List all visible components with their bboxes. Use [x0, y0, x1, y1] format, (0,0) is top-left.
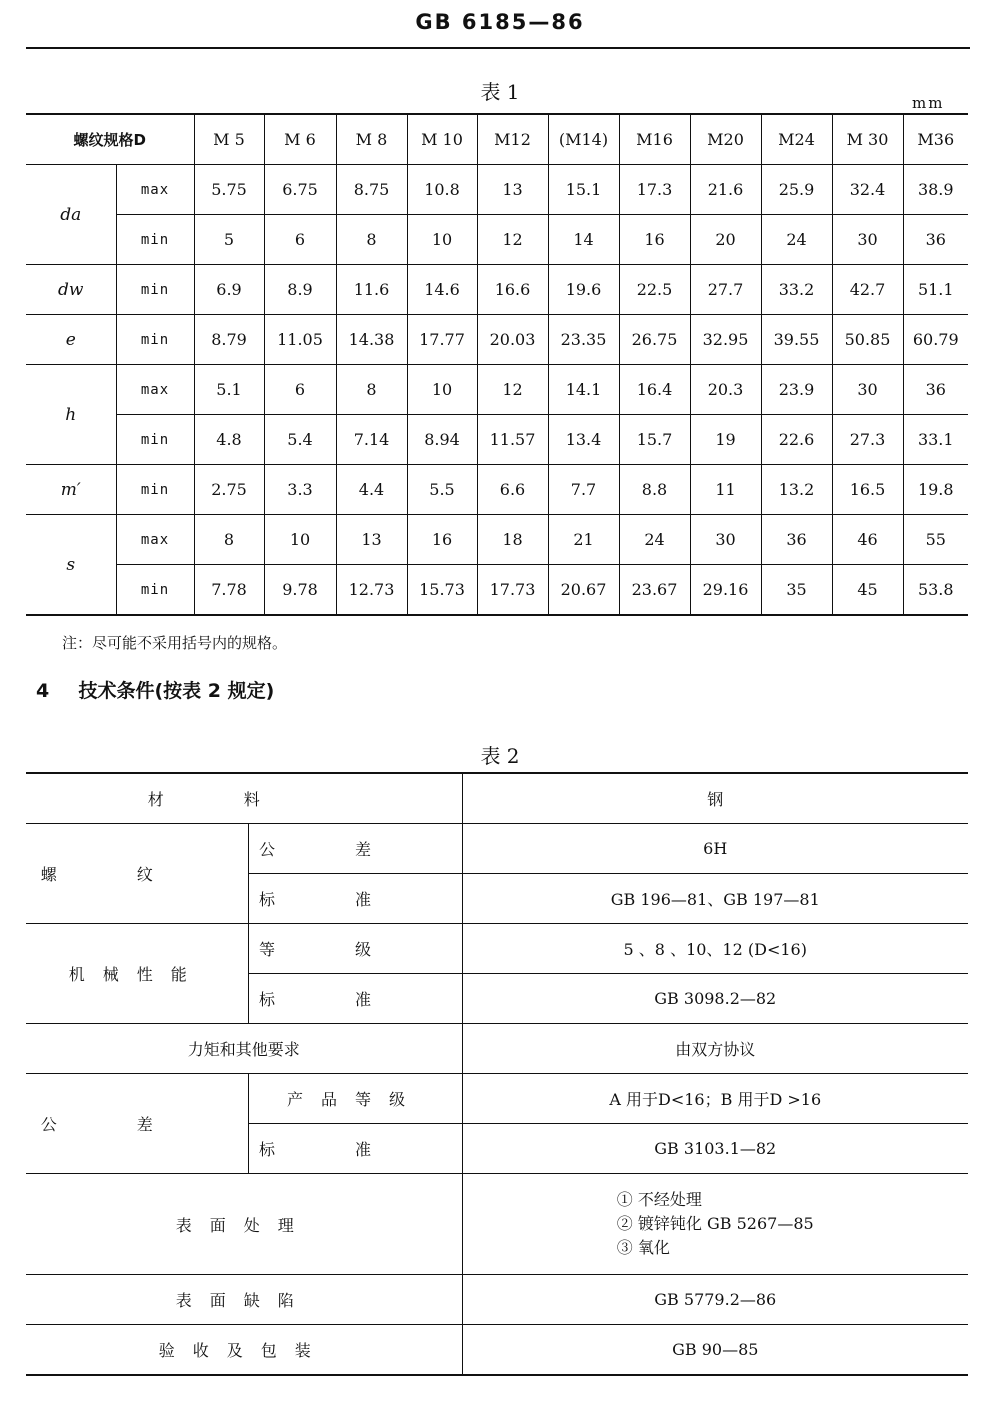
param-label: s [26, 515, 116, 616]
table1-cell: 15.1 [548, 165, 619, 215]
limit-label: min [116, 265, 194, 315]
table1-cell: 15.7 [619, 415, 690, 465]
table1-row [26, 365, 968, 415]
tol-grade-value: A 用于D<16；B 用于D >16 [462, 1074, 968, 1124]
table1-row [26, 215, 968, 265]
table1-cell: 60.79 [903, 315, 968, 365]
limit-label: max [116, 165, 194, 215]
mech-standard-value: GB 3098.2—82 [462, 974, 968, 1024]
param-label: dw [26, 265, 116, 315]
table1-cell: 22.5 [619, 265, 690, 315]
table1-cell: 36 [761, 515, 832, 565]
mech-standard-label: 标准 [248, 974, 462, 1024]
table1-cell: 14.1 [548, 365, 619, 415]
table1 [26, 113, 968, 616]
table1-cell: 5.4 [264, 415, 336, 465]
table1-cell: 38.9 [903, 165, 968, 215]
limit-label: min [116, 565, 194, 616]
thread-label: 螺纹 [26, 824, 248, 924]
table1-cell: 5.5 [407, 465, 477, 515]
table1-cell: 10 [264, 515, 336, 565]
param-label: m′ [26, 465, 116, 515]
spec-header: M12 [477, 114, 548, 165]
table1-cell: 20 [690, 215, 761, 265]
surface-value [462, 1174, 968, 1275]
table1-cell: 8.94 [407, 415, 477, 465]
table1-cell: 17.73 [477, 565, 548, 616]
table1-cell: 10.8 [407, 165, 477, 215]
table1-row [26, 415, 968, 465]
table1-row [26, 165, 968, 215]
spec-header: M 6 [264, 114, 336, 165]
table1-cell: 33.2 [761, 265, 832, 315]
table1-cell: 55 [903, 515, 968, 565]
document-header: GB 6185—86 [415, 10, 585, 34]
accept-value: GB 90—85 [462, 1325, 968, 1376]
table1-cell: 53.8 [903, 565, 968, 616]
table1-cell: 11 [690, 465, 761, 515]
table1-cell: 27.7 [690, 265, 761, 315]
table1-cell: 13.4 [548, 415, 619, 465]
surface-item: ② 镀锌钝化 GB 5267—85 [616, 1214, 814, 1233]
table1-cell: 13 [477, 165, 548, 215]
table1-cell: 7.7 [548, 465, 619, 515]
spec-header: M20 [690, 114, 761, 165]
table1-cell: 25.9 [761, 165, 832, 215]
table2-row-mech-grade [26, 924, 968, 974]
table1-cell: 6 [264, 215, 336, 265]
table1-cell: 4.8 [194, 415, 264, 465]
table2-row-surface [26, 1174, 968, 1275]
table1-cell: 50.85 [832, 315, 903, 365]
surface-item: ③ 氧化 [616, 1238, 670, 1257]
table1-cell: 13.2 [761, 465, 832, 515]
table1-cell: 29.16 [690, 565, 761, 616]
tol-standard-value: GB 3103.1—82 [462, 1124, 968, 1174]
table1-cell: 39.55 [761, 315, 832, 365]
spec-header: M 10 [407, 114, 477, 165]
surface-item: ① 不经处理 [616, 1190, 702, 1209]
limit-label: max [116, 365, 194, 415]
table2-row-tol-grade [26, 1074, 968, 1124]
table1-cell: 22.6 [761, 415, 832, 465]
table1-cell: 9.78 [264, 565, 336, 616]
table1-header-row [26, 114, 968, 165]
limit-label: max [116, 515, 194, 565]
mech-grade-label: 等级 [248, 924, 462, 974]
spec-header: M 8 [336, 114, 407, 165]
table1-cell: 19 [690, 415, 761, 465]
table1-cell: 51.1 [903, 265, 968, 315]
table1-cell: 5.1 [194, 365, 264, 415]
table1-cell: 8 [194, 515, 264, 565]
table2-row-material [26, 773, 968, 824]
table1-cell: 45 [832, 565, 903, 616]
table1-cell: 36 [903, 215, 968, 265]
table1-cell: 19.6 [548, 265, 619, 315]
table1-cell: 36 [903, 365, 968, 415]
table1-row [26, 265, 968, 315]
table1-cell: 8.75 [336, 165, 407, 215]
table1-cell: 6.9 [194, 265, 264, 315]
table1-cell: 12 [477, 365, 548, 415]
spec-header: M 5 [194, 114, 264, 165]
table1-cell: 12.73 [336, 565, 407, 616]
table1-cell: 21 [548, 515, 619, 565]
table1-cell: 11.6 [336, 265, 407, 315]
table1-cell: 42.7 [832, 265, 903, 315]
table1-cell: 6 [264, 365, 336, 415]
table1-cell: 3.3 [264, 465, 336, 515]
table1-cell: 7.14 [336, 415, 407, 465]
table1-cell: 8.8 [619, 465, 690, 515]
param-label: e [26, 315, 116, 365]
table1-cell: 20.03 [477, 315, 548, 365]
table1-cell: 21.6 [690, 165, 761, 215]
table1-cell: 26.75 [619, 315, 690, 365]
table1-cell: 30 [832, 215, 903, 265]
table1-cell: 8.9 [264, 265, 336, 315]
surface-label: 表面处理 [26, 1174, 462, 1275]
table2 [26, 772, 968, 1376]
table1-cell: 5 [194, 215, 264, 265]
table1-cell: 12 [477, 215, 548, 265]
torque-label: 力矩和其他要求 [26, 1024, 462, 1074]
limit-label: min [116, 465, 194, 515]
table1-cell: 8 [336, 365, 407, 415]
param-label: h [26, 365, 116, 465]
table1-cell: 16.5 [832, 465, 903, 515]
spec-header: M 30 [832, 114, 903, 165]
defect-value: GB 5779.2—86 [462, 1275, 968, 1325]
limit-label: min [116, 215, 194, 265]
table2-row-thread-tolerance [26, 824, 968, 874]
table1-cell: 11.57 [477, 415, 548, 465]
table1-cell: 16 [407, 515, 477, 565]
section-title: 技术条件(按表 2 规定) [78, 680, 275, 702]
table1-cell: 30 [690, 515, 761, 565]
table1-cell: 15.73 [407, 565, 477, 616]
table1-cell: 46 [832, 515, 903, 565]
table1-cell: 24 [619, 515, 690, 565]
table1-cell: 13 [336, 515, 407, 565]
limit-label: min [116, 315, 194, 365]
mech-label: 机械性能 [26, 924, 248, 1024]
table1-row [26, 465, 968, 515]
table1-cell: 17.3 [619, 165, 690, 215]
table1-cell: 14.38 [336, 315, 407, 365]
thread-standard-label: 标准 [248, 874, 462, 924]
table1-cell: 20.3 [690, 365, 761, 415]
table1-row [26, 565, 968, 616]
table1-caption: 表 1 [480, 80, 520, 104]
table1-cell: 19.8 [903, 465, 968, 515]
section-heading [36, 676, 274, 703]
table1-cell: 4.4 [336, 465, 407, 515]
table1-row [26, 515, 968, 565]
table1-cell: 5.75 [194, 165, 264, 215]
table1-cell: 7.78 [194, 565, 264, 616]
table1-note: 注：尽可能不采用括号内的规格。 [62, 634, 288, 652]
table1-cell: 10 [407, 215, 477, 265]
table1-cell: 16.4 [619, 365, 690, 415]
table1-cell: 30 [832, 365, 903, 415]
table1-cell: 14 [548, 215, 619, 265]
table2-row-torque [26, 1024, 968, 1074]
spec-header: M36 [903, 114, 968, 165]
param-label: da [26, 165, 116, 265]
table1-cell: 16 [619, 215, 690, 265]
table1-cell: 14.6 [407, 265, 477, 315]
section-number: 4 [36, 680, 50, 702]
header-rule [26, 47, 970, 49]
table1-cell: 18 [477, 515, 548, 565]
limit-label: min [116, 415, 194, 465]
table1-cell: 8.79 [194, 315, 264, 365]
mech-grade-value: 5 、8 、10、12 (D<16) [462, 924, 968, 974]
table1-cell: 32.95 [690, 315, 761, 365]
tol-grade-label: 产品等级 [248, 1074, 462, 1124]
table1-cell: 33.1 [903, 415, 968, 465]
table1-cell: 24 [761, 215, 832, 265]
thread-tolerance-value: 6H [462, 824, 968, 874]
table1-cell: 16.6 [477, 265, 548, 315]
table1-unit: mm [912, 94, 945, 112]
spec-header: M24 [761, 114, 832, 165]
material-label: 材料 [26, 773, 462, 824]
thread-tolerance-label: 公差 [248, 824, 462, 874]
table1-cell: 2.75 [194, 465, 264, 515]
table1-cell: 32.4 [832, 165, 903, 215]
table2-caption: 表 2 [480, 744, 520, 768]
table1-cell: 23.9 [761, 365, 832, 415]
table1-cell: 27.3 [832, 415, 903, 465]
table1-cell: 6.75 [264, 165, 336, 215]
spec-header: (M14) [548, 114, 619, 165]
table1-cell: 11.05 [264, 315, 336, 365]
spec-label: 螺纹规格D [26, 114, 194, 165]
table1-cell: 10 [407, 365, 477, 415]
table1-cell: 23.35 [548, 315, 619, 365]
defect-label: 表面缺陷 [26, 1275, 462, 1325]
table1-cell: 23.67 [619, 565, 690, 616]
table1-row [26, 315, 968, 365]
tol-standard-label: 标准 [248, 1124, 462, 1174]
table1-cell: 20.67 [548, 565, 619, 616]
table1-cell: 17.77 [407, 315, 477, 365]
table1-cell: 8 [336, 215, 407, 265]
spec-header: M16 [619, 114, 690, 165]
tol-label: 公差 [26, 1074, 248, 1174]
table1-cell: 6.6 [477, 465, 548, 515]
table2-row-defect [26, 1275, 968, 1325]
material-value: 钢 [462, 773, 968, 824]
surface-list [617, 1188, 814, 1260]
accept-label: 验收及包装 [26, 1325, 462, 1376]
table1-cell: 35 [761, 565, 832, 616]
table2-row-accept [26, 1325, 968, 1376]
torque-value: 由双方协议 [462, 1024, 968, 1074]
thread-standard-value: GB 196—81、GB 197—81 [462, 874, 968, 924]
